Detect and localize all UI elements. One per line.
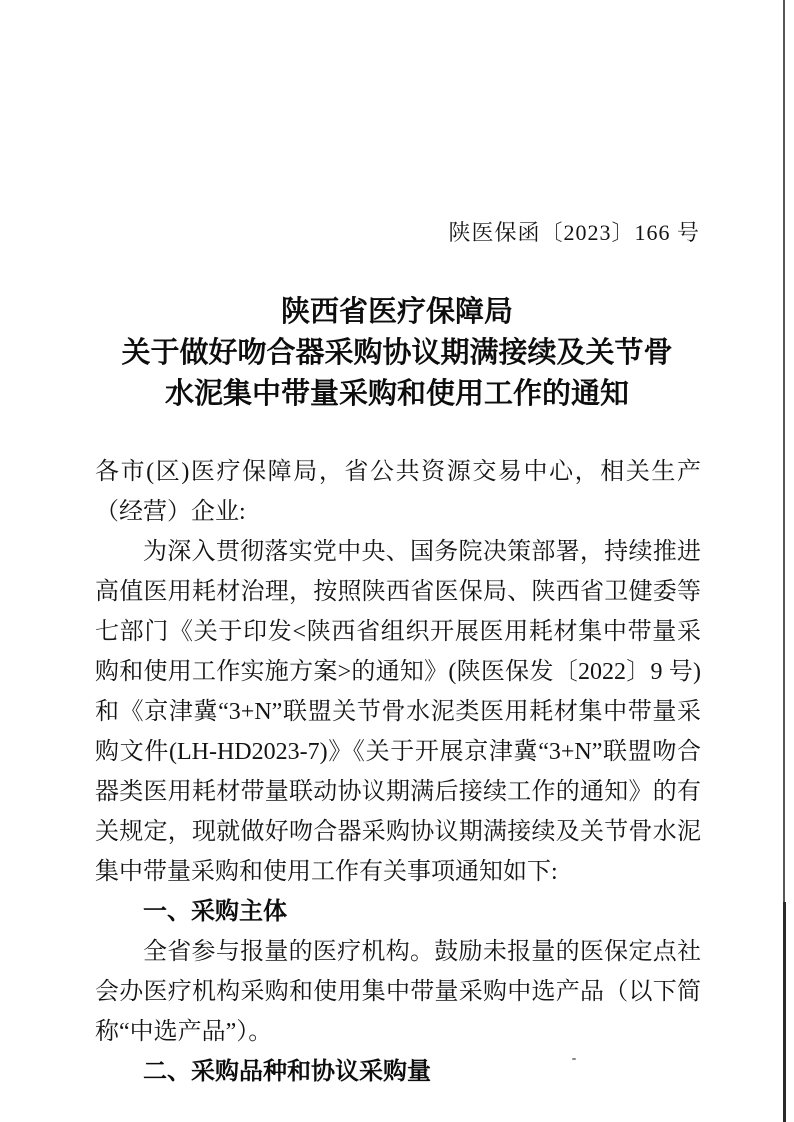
document-body <box>95 452 701 1092</box>
title-line-3: 水泥集中带量采购和使用工作的通知 <box>164 378 629 410</box>
title-line-2: 关于做好吻合器采购协议期满接续及关节骨 <box>121 337 673 369</box>
paragraph: 全省参与报量的医疗机构。鼓励未报量的医保定点社会办医疗机构采购和使用集中带量采购中选产品（以下简称“中选产品”）。 <box>95 939 701 1045</box>
section-heading: 一、采购主体 <box>143 898 287 925</box>
scan-artifact-line-bottom <box>783 902 786 1122</box>
doc-number: 陕医保函〔2023〕166 号 <box>448 220 700 245</box>
paragraph: 各市(区)医疗保障局，省公共资源交易中心，相关生产（经营）企业: <box>95 459 701 525</box>
title-line-1: 陕西省医疗保障局 <box>280 296 513 328</box>
paragraph: 为深入贯彻落实党中央、国务院决策部署，持续推进高值医用耗材治理，按照陕西省医保局、陕西省卫健委等七部门《关于印发<陕西省组织开展医用耗材集中带量采购和使用工作实施方案>的通知》(陕医保发〔2022〕9 号)和《京津冀“3+N”联盟关节骨水泥类医用耗材集中带量采购文件(LH-HD2023-7)》《关于开展京津冀“3+N”联盟吻合器类医用耗材带量联动协议期满后接续工作的通知》的有关规定，现就做好吻合器采购协议期满接续及关节骨水泥集中带量采购和使用工作有关事项通知如下: <box>95 539 701 885</box>
section-heading: 二、采购品种和协议采购量 <box>143 1058 431 1085</box>
scan-speck <box>572 1058 576 1060</box>
document-title <box>60 292 734 415</box>
